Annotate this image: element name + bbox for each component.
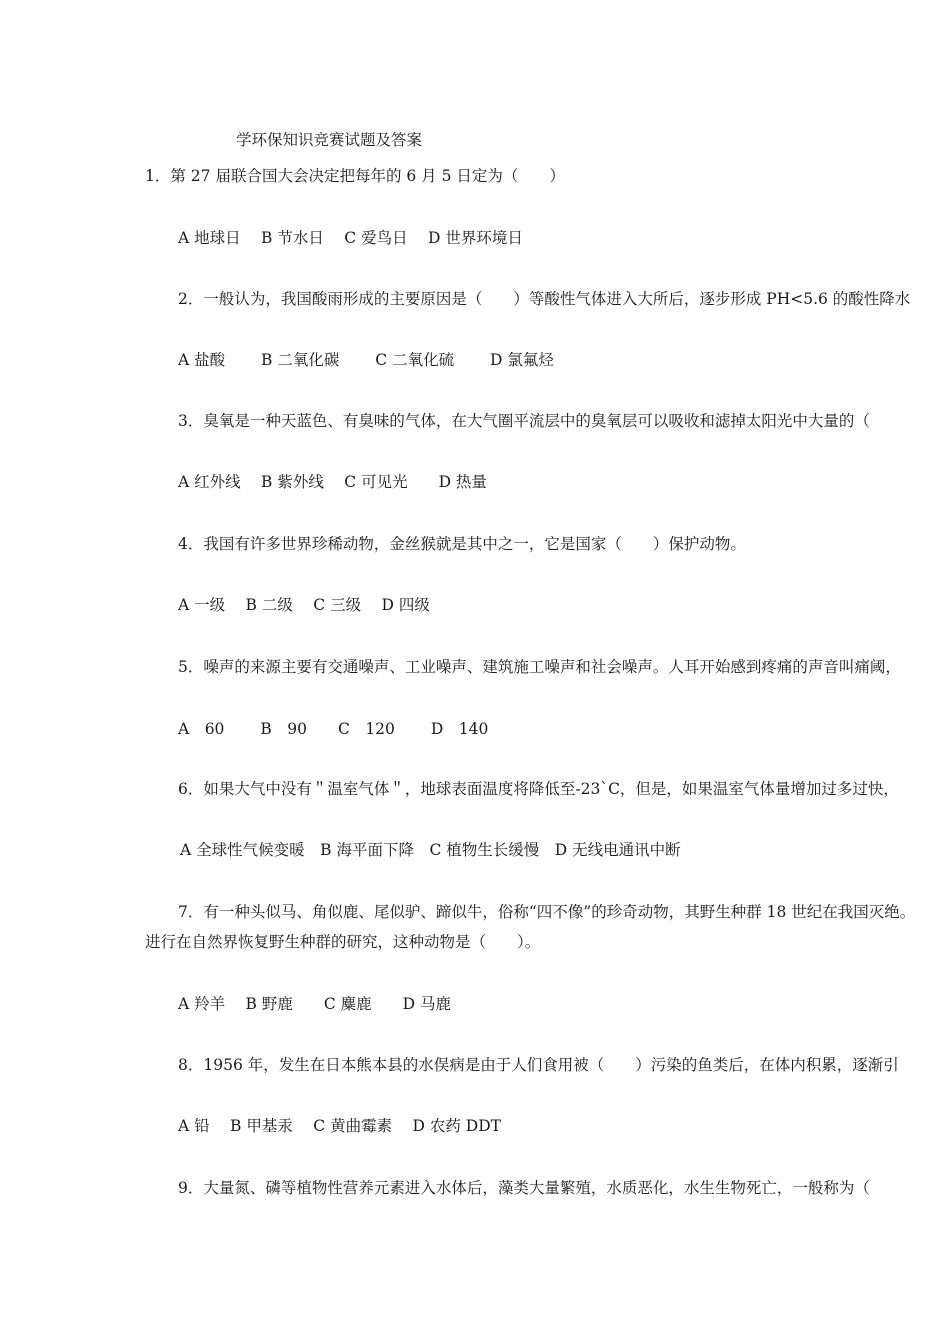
question-2: 2．一般认为，我国酸雨形成的主要原因是（ ）等酸性气体进入大所后，逐步形成 PH<5.6 的酸性降水 <box>178 290 911 308</box>
question-1: 1．第 27 届联合国大会决定把每年的 6 月 5 日定为（ ） <box>145 167 565 185</box>
question-8: 8．1956 年，发生在日本熊本县的水俣病是由于人们食用被（ ）污染的鱼类后，在体内积累，逐渐引 <box>178 1056 899 1074</box>
options-8: A 铅 B 甲基汞 C 黄曲霉素 D 农药 DDT <box>178 1117 501 1135</box>
options-6: A 全球性气候变暖 B 海平面下降 C 植物生长缓慢 D 无线电通讯中断 <box>180 841 681 859</box>
question-3: 3．臭氧是一种天蓝色、有臭味的气体，在大气圈平流层中的臭氧层可以吸收和滤掉太阳光中大量的（ <box>178 412 870 430</box>
options-5: A 60 B 90 C 120 D 140 <box>178 720 489 738</box>
question-4: 4．我国有许多世界珍稀动物，金丝猴就是其中之一，它是国家（ ）保护动物。 <box>178 535 746 553</box>
document-title: 学环保知识竞赛试题及答案 <box>236 131 423 149</box>
question-5: 5．噪声的来源主要有交通噪声、工业噪声、建筑施工噪声和社会噪声。人耳开始感到疼痛的声音叫痛阈， <box>178 658 901 676</box>
question-7-continued: 进行在自然界恢复野生种群的研究，这种动物是（ ）。 <box>145 933 541 951</box>
question-7: 7．有一种头似马、角似鹿、尾似驴、蹄似牛，俗称“四不像”的珍奇动物，其野生种群 18 世纪在我国灭绝。 <box>178 903 916 921</box>
options-3: A 红外线 B 紫外线 C 可见光 D 热量 <box>178 473 487 491</box>
options-4: A 一级 B 二级 C 三级 D 四级 <box>178 596 430 614</box>
question-9: 9．大量氮、磷等植物性营养元素进入水体后，藻类大量繁殖，水质恶化，水生生物死亡，一般称为（ <box>178 1179 870 1197</box>
options-2: A 盐酸 B 二氧化碳 C 二氧化硫 D 氯氟烃 <box>178 351 554 369</box>
options-1: A 地球日 B 节水日 C 爱鸟日 D 世界环境日 <box>178 229 523 247</box>
options-7: A 羚羊 B 野鹿 C 麋鹿 D 马鹿 <box>178 995 452 1013</box>
question-6: 6．如果大气中没有＂温室气体＂，地球表面温度将降低至-23`C，但是，如果温室气体量增加过多过快， <box>178 780 899 798</box>
